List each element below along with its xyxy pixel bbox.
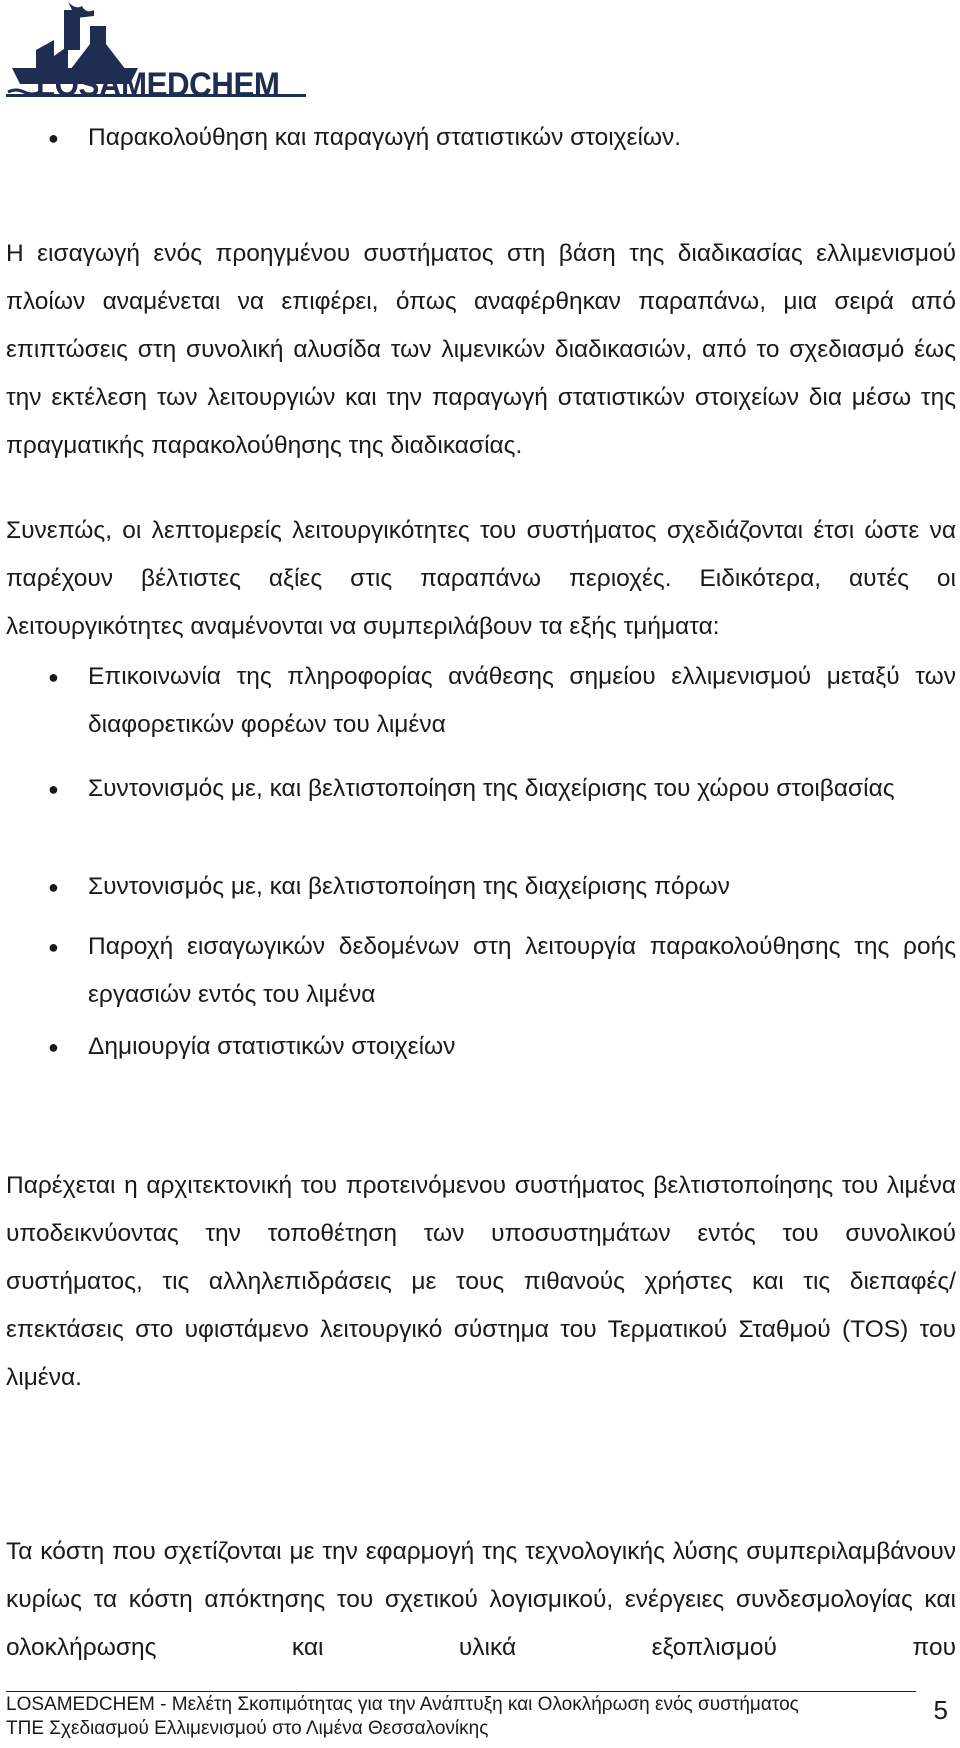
logo-text: LOSAMEDCHEM: [36, 66, 280, 104]
bullet-icon: ●: [48, 877, 59, 897]
bullet-icon: ●: [48, 667, 59, 687]
paragraph: Τα κόστη που σχετίζονται με την εφαρμογή της τεχνολογικής λύσης συμπεριλαμβάνουν κυρίως τα κόστη απόκτησης του σχετικού λογισμικού, ενέργειες συνδεσμολογίας και ολοκλήρωσης και υλικά εξοπλισμού που: [6, 1538, 956, 1661]
footer-line-1: LOSAMEDCHEM - Μελέτη Σκοπιμότητας για την Ανάπτυξη και Ολοκλήρωση ενός συστήματος: [6, 1694, 799, 1715]
list-item-text: Παροχή εισαγωγικών δεδομένων στη λειτουργία παρακολούθησης της ροής εργασιών εντός του λιμένα: [88, 933, 956, 1008]
losamedchem-logo: [6, 0, 336, 108]
bullet-icon: ●: [48, 128, 59, 148]
bullet-icon: ●: [48, 779, 59, 799]
footer: [6, 1693, 956, 1741]
footer-divider: [6, 1691, 916, 1692]
bullet-icon: ●: [48, 1037, 59, 1057]
list-item-text: Επικοινωνία της πληροφορίας ανάθεσης σημείου ελλιμενισμού μεταξύ των διαφορετικών φορέων του λιμένα: [88, 663, 956, 738]
footer-line-2: ΤΠΕ Σχεδιασμού Ελλιμενισμού στο Λιμένα Θεσσαλονίκης: [6, 1718, 489, 1739]
paragraph: Παρέχεται η αρχιτεκτονική του προτεινόμενου συστήματος βελτιστοποίησης του λιμένα υποδεικνύοντας την τοποθέτηση των υποσυστημάτων εντός του συνολικού συστήματος, τις αλληλεπιδράσεις με τους πιθανούς χρήστες και τις διεπαφές/ επεκτάσεις στο υφιστάμενο λειτουργικό σύστημα του Τερματικού Σταθμού (TOS) του λιμένα.: [6, 1172, 956, 1391]
paragraph: Συνεπώς, οι λεπτομερείς λειτουργικότητες του συστήματος σχεδιάζονται έτσι ώστε να παρέχουν βέλτιστες αξίες στις παραπάνω περιοχές. Ειδικότερα, αυτές οι λειτουργικότητες αναμένονται να συμπεριλάβουν τα εξής τμήματα:: [6, 517, 956, 640]
list-item-text: Συντονισμός με, και βελτιστοποίηση της διαχείρισης του χώρου στοιβασίας: [88, 775, 895, 802]
paragraph: Η εισαγωγή ενός προηγμένου συστήματος στη βάση της διαδικασίας ελλιμενισμού πλοίων αναμένεται να επιφέρει, όπως αναφέρθηκαν παραπάνω, μια σειρά από επιπτώσεις στη συνολική αλυσίδα των λιμενικών διαδικασιών, από το σχεδιασμό έως την εκτέλεση των λειτουργιών και την παραγωγή στατιστικών στοιχείων δια μέσω της πραγματικής παρακολούθησης της διαδικασίας.: [6, 240, 956, 459]
page-number: 5: [933, 1695, 948, 1725]
list-item-text: Συντονισμός με, και βελτιστοποίηση της διαχείρισης πόρων: [88, 873, 730, 900]
list-item-text: Παρακολούθηση και παραγωγή στατιστικών στοιχείων.: [88, 124, 682, 151]
list-item-text: Δημιουργία στατιστικών στοιχείων: [88, 1033, 456, 1060]
bullet-icon: ●: [48, 937, 59, 957]
